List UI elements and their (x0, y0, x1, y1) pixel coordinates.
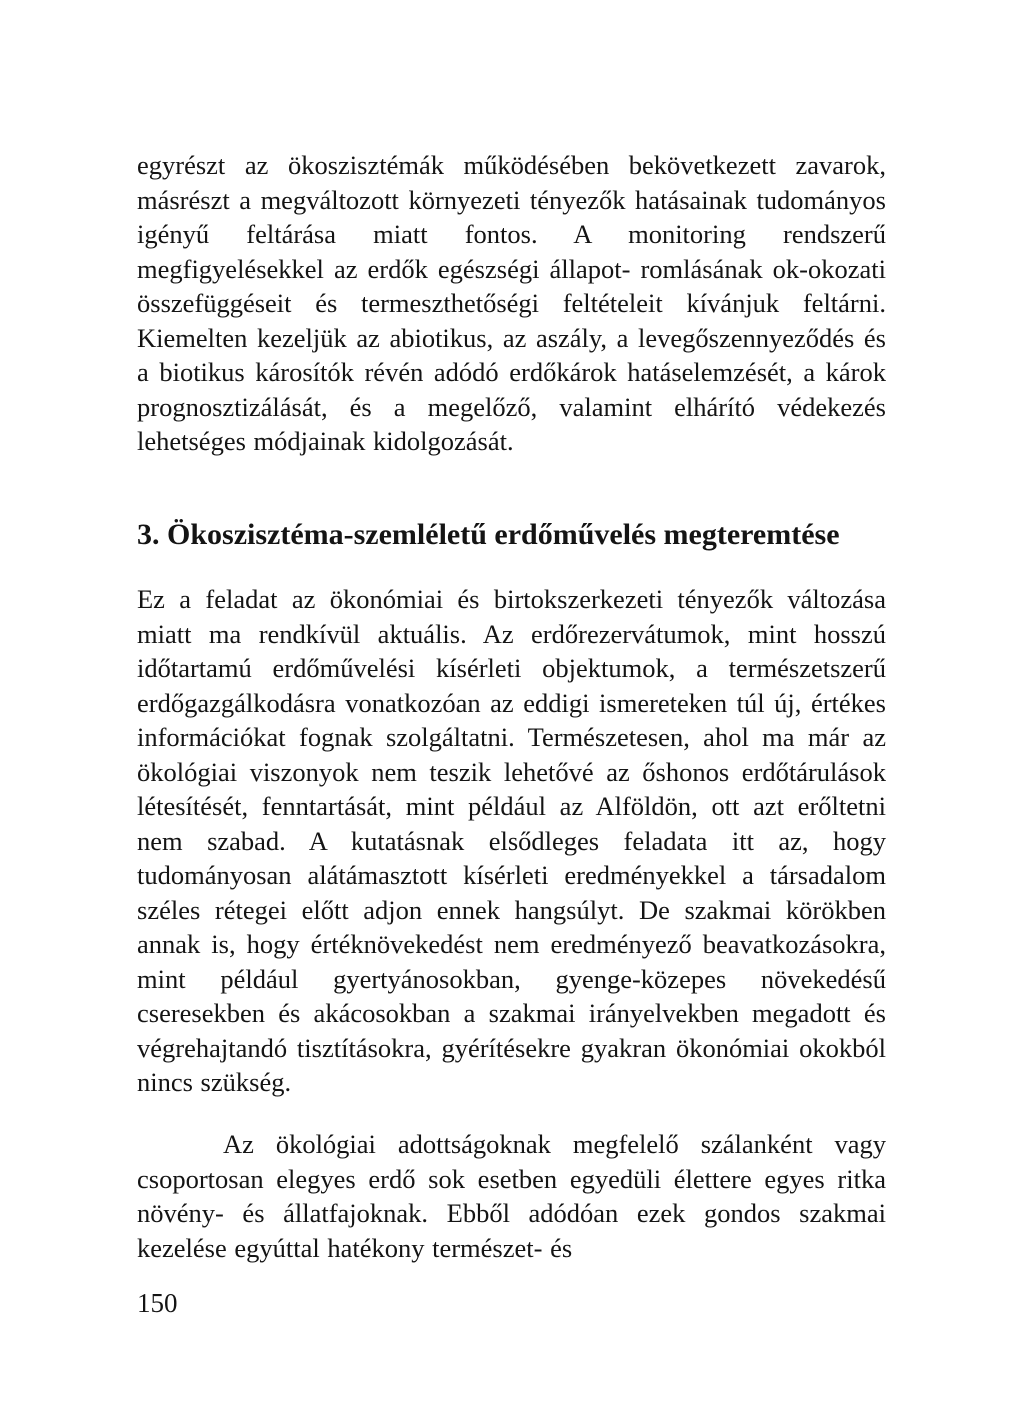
section-heading: 3. Ökoszisztéma-szemléletű erdőművelés megteremtése (137, 518, 840, 551)
paragraph-2-text: Ez a feladat az ökonómiai és birtokszerkezeti tényezők változása miatt ma rendkívül aktuális. Az erdőrezervátumok, mint hosszú időtartamú erdőművelési kísérleti objektumok, a természetszerű erdőgazgálkodásra vonatkozóan az eddigi ismereteken túl új, értékes információkat fognak szolgáltatni. Természetesen, ahol ma már az ökológiai viszonyok nem teszik lehetővé az őshonos erdőtárulások létesítését, fenntartását, mint például az Alföldön, ott azt erőltetni nem szabad. A kutatásnak elsődleges feladata itt az, hogy tudományosan alátámasztott kísérleti eredményekkel a társadalom széles rétegei előtt adjon ennek hangsúlyt. De szakmai körökben annak is, hogy értéknövekedést nem eredményező beavatkozásokra, mint például gyertyánosokban, gyenge-közepes növekedésű cseresekben és akácosokban a szakmai irányelvekben megadott és végrehajtandó tisztításokra, gyérítésekre gyakran ökonómiai okokból nincs szükség. (137, 584, 886, 1097)
paragraph-2 (137, 582, 886, 1100)
paragraph-1 (137, 148, 886, 459)
page-number: 150 (137, 1288, 178, 1318)
paragraph-3-text: Az ökológiai adottságoknak megfelelő szálanként vagy csoportosan elegyes erdő sok esetben egyedüli élettere egyes ritka növény- és állatfajoknak. Ebből adódóan ezek gondos szakmai kezelése egyúttal hatékony természet- és (137, 1129, 886, 1263)
paragraph-3 (137, 1127, 886, 1265)
paragraph-1-text: egyrészt az ökoszisztémák működésében bekövetkezett zavarok, másrészt a megváltozott környezeti tényezők hatásainak tudományos igényű feltárása miatt fontos. A monitoring rendszerű megfigyelésekkel az erdők egészségi állapot- romlásának ok-okozati összefüggéseit és termeszthetőségi feltételeit kívánjuk feltárni. Kiemelten kezeljük az abiotikus, az aszály, a levegőszennyeződés és a biotikus károsítók révén adódó erdőkárok hatáselemzését, a károk prognosztizálását, és a megelőző, valamint elhárító védekezés lehetséges módjainak kidolgozását. (137, 150, 886, 456)
